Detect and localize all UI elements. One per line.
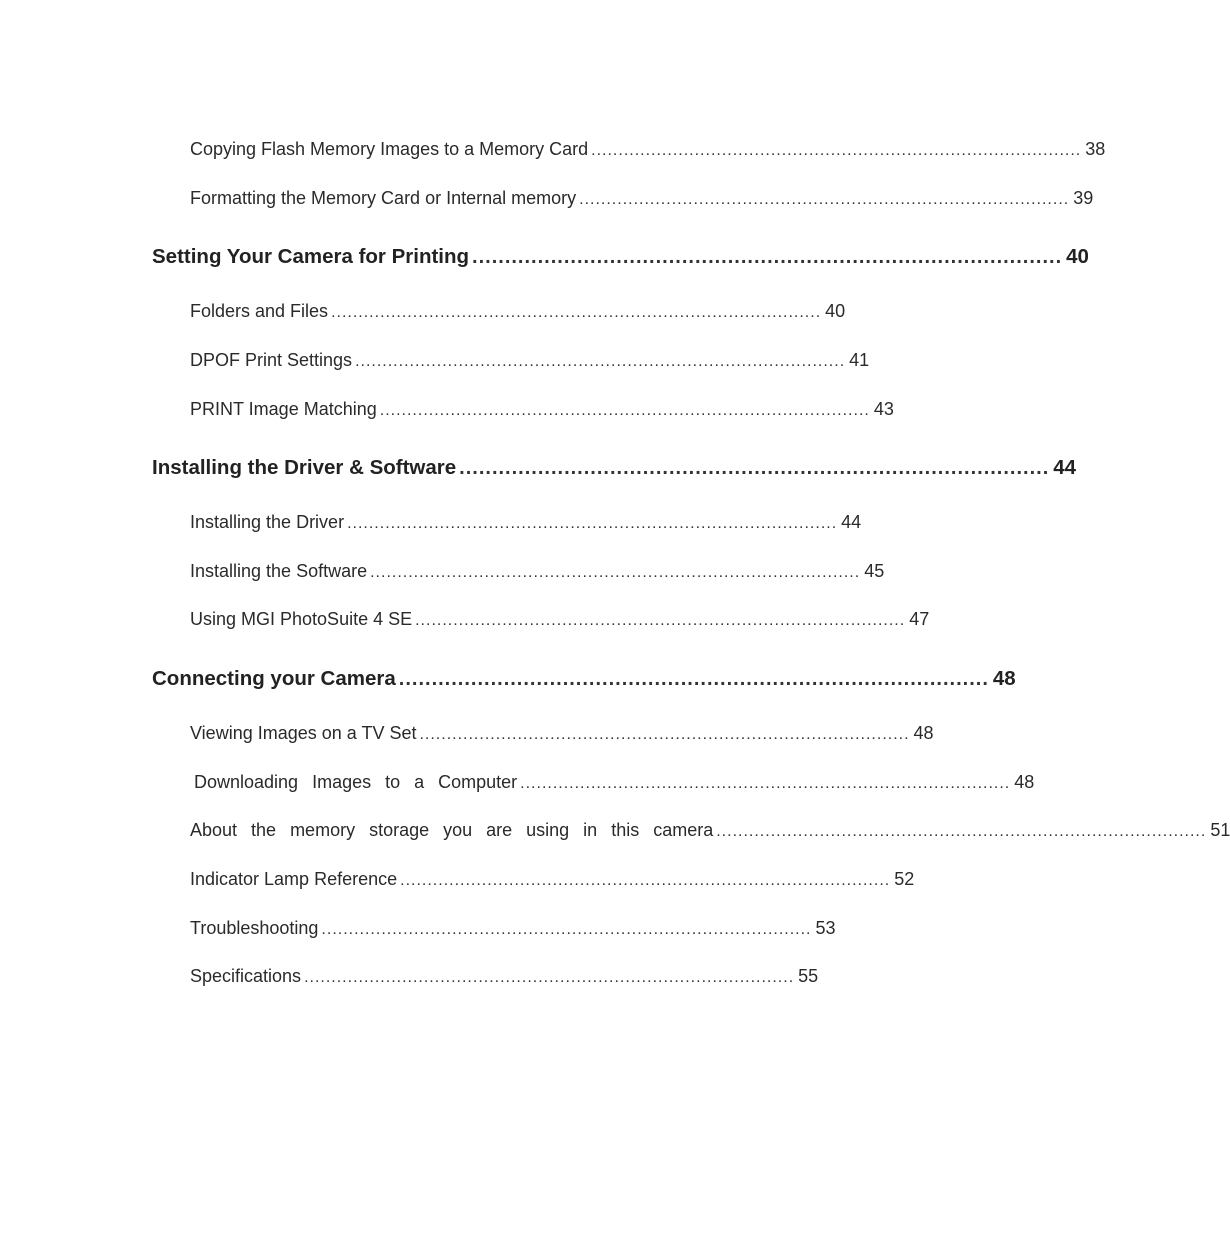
toc-section-setting-printing[interactable] bbox=[152, 245, 1089, 269]
toc-entry-label: Formatting the Memory Card or Internal memory bbox=[190, 188, 577, 208]
toc-section-connecting-camera[interactable] bbox=[152, 667, 1016, 691]
toc-page-number: 41 bbox=[849, 350, 870, 370]
toc-section-installing-driver-software[interactable] bbox=[152, 456, 1077, 480]
toc-dot-leader: .......................................................................................... bbox=[304, 969, 795, 986]
toc-page-number: 40 bbox=[825, 301, 846, 321]
toc-page-number: 55 bbox=[798, 966, 819, 986]
toc-page-number: 48 bbox=[1014, 772, 1035, 792]
toc-entry-copying-flash[interactable] bbox=[190, 139, 1106, 160]
toc-entry-label: Troubleshooting bbox=[190, 918, 319, 938]
toc-page-number: 52 bbox=[894, 869, 915, 889]
toc-dot-leader: .......................................................................................... bbox=[370, 564, 861, 581]
toc-page-number: 44 bbox=[841, 512, 862, 532]
toc-entry-troubleshooting[interactable] bbox=[190, 918, 836, 939]
toc-entry-label: Indicator Lamp Reference bbox=[190, 869, 398, 889]
toc-page-number: 43 bbox=[873, 399, 894, 419]
toc-entry-label: Installing the Software bbox=[190, 561, 368, 581]
toc-dot-leader: .......................................................................................... bbox=[355, 353, 846, 370]
toc-page-number: 45 bbox=[864, 561, 885, 581]
toc-dot-leader: .......................................................................................... bbox=[347, 515, 838, 532]
toc-entry-label: Viewing Images on a TV Set bbox=[190, 723, 417, 743]
toc-page-number: 47 bbox=[909, 609, 930, 629]
toc-page-number: 40 bbox=[1066, 245, 1089, 268]
toc-dot-leader: .......................................................................................... bbox=[419, 726, 910, 743]
toc-dot-leader: .......................................................................................... bbox=[579, 191, 1070, 208]
toc-dot-leader: .......................................................................................... bbox=[379, 402, 870, 419]
toc-entry-installing-software[interactable] bbox=[190, 561, 885, 582]
toc-entry-label: Using MGI PhotoSuite 4 SE bbox=[190, 609, 413, 629]
toc-page-number: 51 bbox=[1210, 820, 1230, 840]
toc-entry-specifications[interactable] bbox=[190, 966, 819, 987]
toc-dot-leader: .......................................................................................... bbox=[400, 872, 891, 889]
toc-page-number: 44 bbox=[1053, 456, 1077, 479]
toc-dot-leader: .......................................................................................... bbox=[716, 823, 1207, 840]
toc-entry-viewing-tv[interactable] bbox=[190, 723, 934, 744]
toc-dot-leader: .......................................................................................... bbox=[459, 457, 1050, 479]
toc-entry-indicator-lamp[interactable] bbox=[190, 869, 915, 890]
toc-entry-label: Folders and Files bbox=[190, 301, 329, 321]
toc-dot-leader: .......................................................................................... bbox=[591, 142, 1082, 159]
toc-entry-label: DPOF Print Settings bbox=[190, 350, 353, 370]
toc-page-number: 48 bbox=[913, 723, 934, 743]
toc-entry-label: PRINT Image Matching bbox=[190, 399, 377, 419]
toc-entry-label: Installing the Driver bbox=[190, 512, 345, 532]
toc-entry-installing-driver[interactable] bbox=[190, 512, 862, 533]
toc-entry-folders-files[interactable] bbox=[190, 301, 846, 322]
toc-page-number: 39 bbox=[1073, 188, 1094, 208]
toc-page-number: 53 bbox=[815, 918, 836, 938]
toc-dot-leader: .......................................................................................... bbox=[321, 921, 812, 938]
toc-dot-leader: .......................................................................................... bbox=[472, 246, 1063, 268]
toc-dot-leader: .......................................................................................... bbox=[520, 775, 1011, 792]
toc-dot-leader: .......................................................................................... bbox=[415, 612, 906, 629]
toc-page-number: 38 bbox=[1085, 139, 1106, 159]
toc-entry-formatting-card[interactable] bbox=[190, 188, 1094, 209]
toc-entry-label: Downloading Images to a Computer bbox=[194, 772, 518, 792]
toc-entry-print-image-matching[interactable] bbox=[190, 399, 894, 420]
toc-section-label: Installing the Driver & Software bbox=[152, 456, 457, 479]
toc-dot-leader: .......................................................................................... bbox=[398, 668, 989, 690]
toc-entry-about-memory[interactable] bbox=[190, 820, 1230, 841]
toc-dot-leader: .......................................................................................... bbox=[331, 304, 822, 321]
toc-section-label: Connecting your Camera bbox=[152, 667, 396, 690]
toc-section-label: Setting Your Camera for Printing bbox=[152, 245, 470, 268]
toc-entry-label: Specifications bbox=[190, 966, 302, 986]
toc-entry-using-mgi[interactable] bbox=[190, 609, 930, 630]
toc-entry-label: About the memory storage you are using in this camera bbox=[190, 820, 714, 840]
toc-entry-label: Copying Flash Memory Images to a Memory Card bbox=[190, 139, 589, 159]
toc-entry-dpof-print[interactable] bbox=[190, 350, 870, 371]
toc-entry-downloading-images[interactable] bbox=[194, 772, 1035, 793]
toc-page-number: 48 bbox=[992, 667, 1016, 690]
